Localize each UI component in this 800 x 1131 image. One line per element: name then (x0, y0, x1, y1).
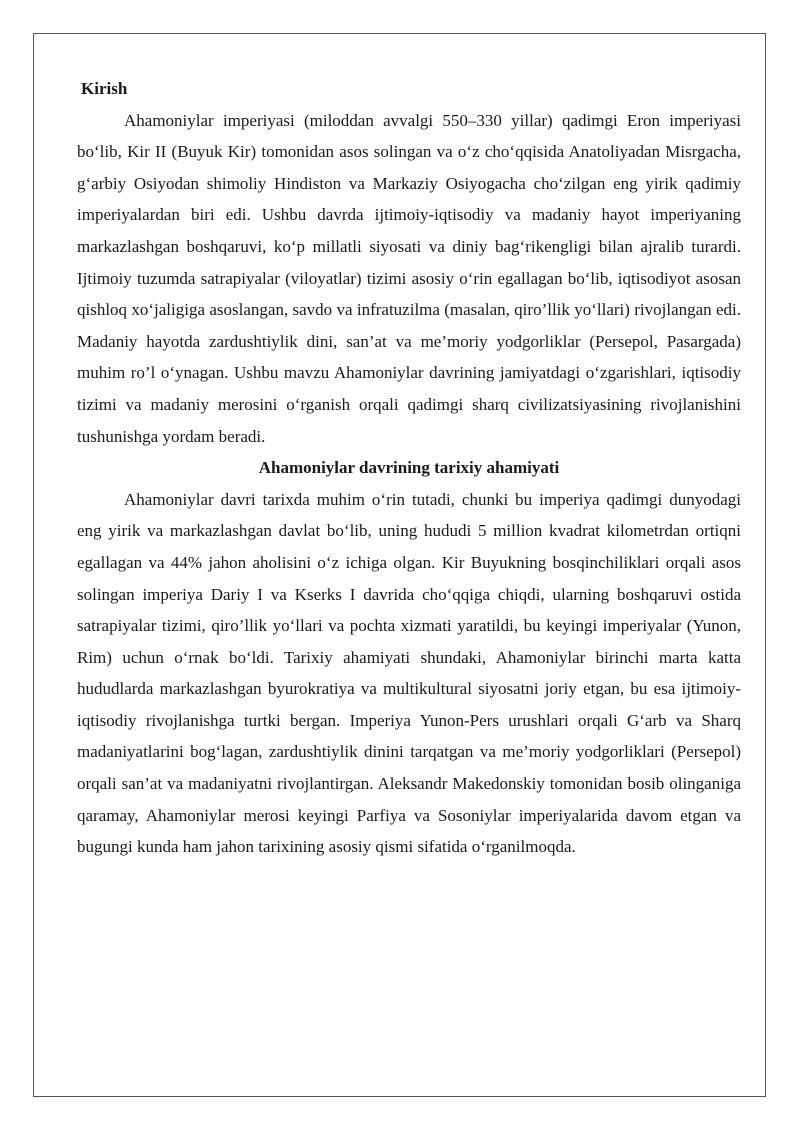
intro-heading: Kirish (81, 79, 128, 98)
intro-paragraph: Ahamoniylar imperiyasi (miloddan avvalgi 550–330 yillar) qadimgi Eron imperiyasi bo‘lib, Kir II (Buyuk Kir) tomonidan asos solingan va o‘z cho‘qqisida Anatoliyadan Misrgacha, g‘arbiy Osiyodan shimoliy Hindiston va Markaziy Osiyogacha cho‘zilgan eng yirik qadimiy imperiyalardan biri edi. Ushbu davrda ijtimoiy-iqtisodiy va madaniy hayot imperiyaning markazlashgan boshqaruvi, ko‘p millatli siyosati va diniy bag‘rikengligi bilan ajralib turardi. Ijtimoiy tuzumda satrapiyalar (viloyatlar) tizimi asosiy o‘rin egallagan bo‘lib, iqtisodiyot asosan qishloq xo‘jaligiga asoslangan, savdo va infratuzilma (masalan, qiro’llik yo‘llari) rivojlangan edi. Madaniy hayotda zardushtiylik dini, san’at va me’moriy yodgorliklar (Persepol, Pasargada) muhim ro’l o‘ynagan. Ushbu mavzu Ahamoniylar davrining jamiyatdagi o‘zgarishlari, iqtisodiy tizimi va madaniy merosini o‘rganish orqali qadimgi sharq civilizatsiyasining rivojlanishini tushunishga yordam beradi. (77, 110, 741, 446)
section-heading: Ahamoniylar davrining tarixiy ahamiyati (258, 458, 560, 478)
section-paragraph: Ahamoniylar davri tarixda muhim o‘rin tutadi, chunki bu imperiya qadimgi dunyodagi eng yirik va markazlashgan davlat bo‘lib, uning hududi 5 million kvadrat kilometrdan ortiqni egallagan va 44% jahon aholisini o‘z ichiga olgan. Kir Buyukning bosqinchiliklari orqali asos solingan imperiya Dariy I va Kserks I davrida cho‘qqiga chiqdi, ularning boshqaruvi ostida satrapiyalar tizimi, qiro’llik yo‘llari va pochta xizmati yaratildi, bu keyingi imperiyalar (Yunon, Rim) uchun o‘rnak bo‘ldi. Tarixiy ahamiyati shundaki, Ahamoniylar birinchi marta katta hududlarda markazlashgan byurokratiya va multikultural siyosatni joriy etgan, bu esa ijtimoiy-iqtisodiy rivojlanishga turtki bergan. Imperiya Yunon-Pers urushlari orqali G‘arb va Sharq madaniyatlarini bog‘lagan, zardushtiylik dinini tarqatgan va me’moriy yodgorliklari (Persepol) orqali san’at va madaniyatni rivojlantirgan. Aleksandr Makedonskiy tomonidan bosib olinganiga qaramay, Ahamoniylar merosi keyingi Parfiya va Sosoniylar imperiyalarida davom etgan va bugungi kunda ham jahon tarixining asosiy qismi sifatida o‘rganilmoqda. (77, 489, 741, 857)
document-body (77, 73, 741, 863)
